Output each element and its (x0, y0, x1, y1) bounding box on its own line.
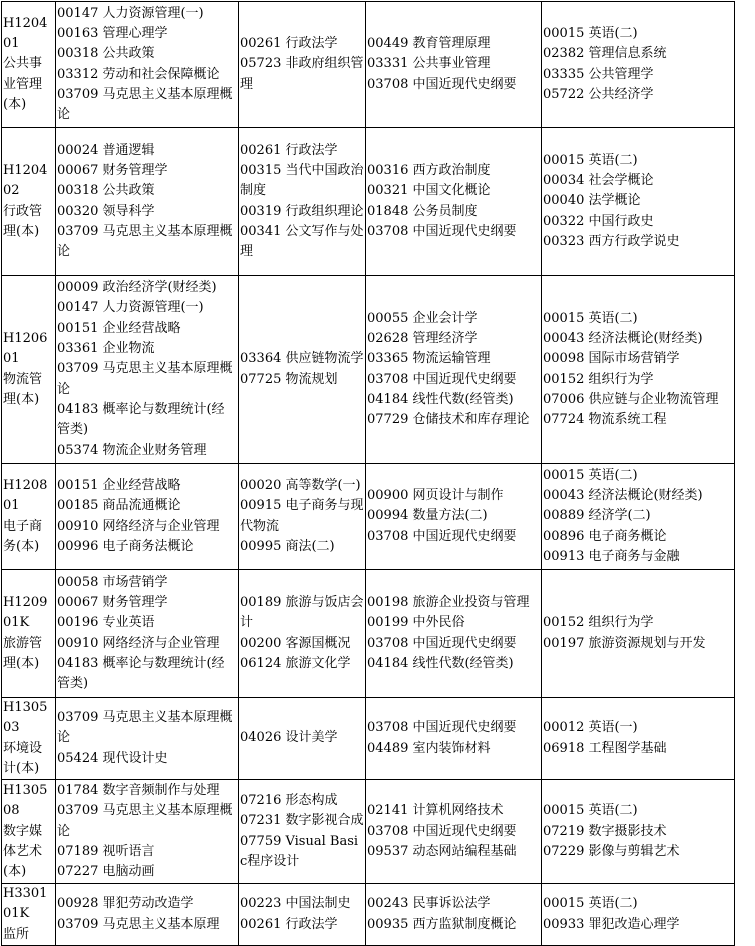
course-entry: 00024 普通逻辑 (57, 142, 155, 158)
course-entry: 03709 马克思主义基本原理概论 (57, 86, 233, 123)
course-entry: 00322 中国行政史 (543, 213, 654, 229)
course-entry: 00995 商法(二) (240, 538, 335, 554)
major-name: 旅游管理(本) (3, 635, 43, 671)
course-cell-4 (542, 464, 735, 570)
course-cell-4 (542, 780, 735, 884)
course-entry: 00261 行政法学 (240, 36, 338, 52)
course-entry: 05722 公共经济学 (543, 86, 654, 102)
course-entry: 00015 英语(二) (543, 310, 638, 326)
course-cell-1 (56, 884, 239, 946)
course-entry: 00320 领导科学 (57, 203, 155, 219)
major-code: H120901K (3, 594, 48, 631)
course-entry: 03361 企业物流 (57, 341, 155, 357)
course-cell-2 (239, 780, 366, 884)
course-entry: 05374 物流企业财务管理 (57, 442, 207, 458)
course-entry: 05424 现代设计史 (57, 750, 168, 766)
major-code: H130503 (3, 700, 48, 736)
major-cell (2, 2, 56, 128)
course-entry: 03331 公共事业管理 (367, 56, 491, 72)
table-row (2, 698, 735, 780)
course-entry: 04026 设计美学 (240, 730, 338, 746)
major-name: 物流管理(本) (3, 371, 43, 407)
course-entry: 00928 罪犯劳动改造学 (57, 896, 194, 912)
course-entry: 00067 财务管理学 (57, 594, 168, 610)
table-row (2, 884, 735, 946)
course-cell-3 (366, 2, 542, 128)
course-entry: 00067 财务管理学 (57, 162, 168, 178)
course-entry: 01784 数字音频制作与处理 (57, 782, 220, 798)
major-name: 监所 (3, 926, 30, 942)
course-entry: 00994 数量方法(二) (367, 508, 488, 524)
course-cell-3 (366, 570, 542, 698)
course-entry: 00261 行政法学 (240, 142, 338, 158)
course-entry: 00996 电子商务法概论 (57, 538, 194, 554)
course-entry: 03708 中国近现代史纲要 (367, 823, 517, 839)
course-cell-1 (56, 780, 239, 884)
course-entry: 03709 马克思主义基本原理概论 (57, 710, 233, 746)
major-code: H120402 (3, 162, 48, 199)
course-entry: 07231 数字影视合成 (240, 813, 364, 829)
course-cell-3 (366, 464, 542, 570)
course-entry: 00020 高等数学(一) (240, 477, 361, 493)
course-cell-3 (366, 780, 542, 884)
course-entry: 05723 非政府组织管理 (240, 56, 364, 92)
course-entry: 03335 公共管理学 (543, 66, 654, 82)
course-entry: 00449 教育管理原理 (367, 36, 491, 52)
course-entry: 00198 旅游企业投资与管理 (367, 594, 530, 610)
course-entry: 01848 公务员制度 (367, 203, 478, 219)
course-entry: 02628 管理经济学 (367, 330, 478, 346)
course-entry: 00015 英语(二) (543, 896, 638, 912)
course-entry: 00147 人力资源管理(一) (57, 300, 204, 316)
course-cell-4 (542, 570, 735, 698)
major-code: H330101K (3, 886, 48, 922)
course-entry: 00261 行政法学 (240, 916, 338, 932)
course-entry: 00055 企业会计学 (367, 310, 478, 326)
course-cell-4 (542, 276, 735, 464)
major-cell (2, 276, 56, 464)
course-cell-1 (56, 570, 239, 698)
course-entry: 07724 物流系统工程 (543, 412, 667, 428)
major-name: 环境设计(本) (3, 740, 43, 776)
major-name: 电子商务(本) (3, 518, 43, 554)
table-row (2, 276, 735, 464)
course-entry: 09537 动态网站编程基础 (367, 843, 517, 859)
major-cell (2, 698, 56, 780)
course-entry: 00009 政治经济学(财经类) (57, 280, 217, 296)
course-entry: 00040 法学概论 (543, 193, 641, 209)
course-entry: 00185 商品流通概论 (57, 498, 181, 514)
course-entry: 00315 当代中国政治制度 (240, 162, 364, 199)
course-entry: 00015 英语(二) (543, 803, 638, 819)
course-cell-3 (366, 128, 542, 276)
course-entry: 00318 公共政策 (57, 46, 155, 62)
course-table-body (2, 2, 735, 946)
course-entry: 00200 客源国概况 (240, 635, 351, 651)
table-row (2, 570, 735, 698)
course-entry: 00196 专业英语 (57, 615, 155, 631)
course-cell-2 (239, 884, 366, 946)
course-cell-2 (239, 698, 366, 780)
course-cell-2 (239, 2, 366, 128)
course-cell-3 (366, 276, 542, 464)
course-entry: 00915 电子商务与现代物流 (240, 498, 364, 534)
course-entry: 00889 经济学(二) (543, 508, 651, 524)
course-cell-1 (56, 276, 239, 464)
course-cell-1 (56, 698, 239, 780)
major-name: 公共事业管理(本) (3, 56, 43, 112)
course-entry: 02141 计算机网络技术 (367, 803, 504, 819)
course-entry: 07729 仓储技术和库存理论 (367, 412, 530, 428)
course-entry: 03708 中国近现代史纲要 (367, 635, 517, 651)
course-entry: 00043 经济法概论(财经类) (543, 488, 703, 504)
course-entry: 00935 西方监狱制度概论 (367, 916, 517, 932)
course-entry: 00058 市场营销学 (57, 574, 168, 590)
course-entry: 00015 英语(二) (543, 25, 638, 41)
course-entry: 07189 视听语言 (57, 843, 155, 859)
course-table (1, 1, 735, 946)
course-entry: 03708 中国近现代史纲要 (367, 720, 517, 736)
course-entry: 00933 罪犯改造心理学 (543, 916, 680, 932)
course-entry: 03709 马克思主义基本原理概论 (57, 223, 233, 260)
course-entry: 03709 马克思主义基本原理概论 (57, 361, 233, 397)
course-entry: 00163 管理心理学 (57, 25, 168, 41)
major-name: 数字媒体艺术(本) (3, 823, 43, 880)
course-entry: 00323 西方行政学说史 (543, 233, 680, 249)
table-row (2, 128, 735, 276)
table-row (2, 2, 735, 128)
course-entry: 00152 组织行为学 (543, 615, 654, 631)
course-entry: 04183 概率论与数理统计(经管类) (57, 655, 225, 692)
course-entry: 00147 人力资源管理(一) (57, 5, 204, 21)
course-entry: 07006 供应链与企业物流管理 (543, 391, 719, 407)
major-cell (2, 464, 56, 570)
course-entry: 02382 管理信息系统 (543, 46, 667, 62)
course-entry: 04183 概率论与数理统计(经管类) (57, 401, 225, 438)
course-entry: 07219 数字摄影技术 (543, 823, 667, 839)
table-row (2, 780, 735, 884)
course-cell-2 (239, 464, 366, 570)
course-entry: 03365 物流运输管理 (367, 351, 491, 367)
course-entry: 00199 中外民俗 (367, 615, 465, 631)
course-cell-4 (542, 884, 735, 946)
major-name: 行政管理(本) (3, 203, 43, 239)
course-entry: 00151 企业经营战略 (57, 320, 181, 336)
major-cell (2, 570, 56, 698)
course-entry: 07227 电脑动画 (57, 864, 155, 880)
major-code: H120601 (3, 330, 48, 367)
course-entry: 07725 物流规划 (240, 371, 338, 387)
course-entry: 00910 网络经济与企业管理 (57, 518, 220, 534)
course-entry: 07216 形态构成 (240, 793, 338, 809)
major-cell (2, 128, 56, 276)
course-entry: 00197 旅游资源规划与开发 (543, 635, 706, 651)
course-entry: 03709 马克思主义基本原理概论 (57, 803, 233, 839)
course-entry: 00151 企业经营战略 (57, 477, 181, 493)
course-cell-4 (542, 2, 735, 128)
course-entry: 00910 网络经济与企业管理 (57, 635, 220, 651)
course-entry: 03709 马克思主义基本原理 (57, 916, 220, 932)
course-cell-1 (56, 2, 239, 128)
course-entry: 03312 劳动和社会保障概论 (57, 66, 220, 82)
course-entry: 00341 公文写作与处理 (240, 223, 364, 260)
course-entry: 00321 中国文化概论 (367, 183, 491, 199)
course-entry: 00015 英语(二) (543, 467, 638, 483)
course-entry: 00900 网页设计与制作 (367, 488, 504, 504)
course-cell-3 (366, 698, 542, 780)
course-cell-2 (239, 570, 366, 698)
course-entry: 00189 旅游与饭店会计 (240, 594, 364, 631)
course-entry: 04184 线性代数(经管类) (367, 655, 514, 671)
course-entry: 04184 线性代数(经管类) (367, 391, 514, 407)
course-entry: 00318 公共政策 (57, 183, 155, 199)
course-cell-2 (239, 128, 366, 276)
course-entry: 00319 行政组织理论 (240, 203, 364, 219)
course-entry: 03708 中国近现代史纲要 (367, 371, 517, 387)
course-entry: 00043 经济法概论(财经类) (543, 330, 703, 346)
course-entry: 03708 中国近现代史纲要 (367, 223, 517, 239)
course-entry: 07229 影像与剪辑艺术 (543, 843, 680, 859)
course-cell-3 (366, 884, 542, 946)
course-entry: 00896 电子商务概论 (543, 528, 667, 544)
major-code: H120401 (3, 15, 48, 52)
course-entry: 07759 Visual Basic程序设计 (240, 833, 359, 869)
major-cell (2, 884, 56, 946)
course-cell-1 (56, 464, 239, 570)
course-entry: 06918 工程图学基础 (543, 740, 667, 756)
course-entry: 03364 供应链物流学 (240, 351, 364, 367)
course-entry: 00098 国际市场营销学 (543, 351, 680, 367)
course-entry: 00913 电子商务与金融 (543, 548, 680, 564)
major-code: H120801 (3, 477, 48, 514)
course-entry: 03708 中国近现代史纲要 (367, 76, 517, 92)
table-row (2, 464, 735, 570)
course-entry: 03708 中国近现代史纲要 (367, 528, 517, 544)
course-entry: 00152 组织行为学 (543, 371, 654, 387)
course-entry: 06124 旅游文化学 (240, 655, 351, 671)
course-cell-1 (56, 128, 239, 276)
course-entry: 00316 西方政治制度 (367, 162, 491, 178)
major-cell (2, 780, 56, 884)
course-cell-4 (542, 128, 735, 276)
course-cell-2 (239, 276, 366, 464)
course-entry: 00034 社会学概论 (543, 173, 654, 189)
course-entry: 00223 中国法制史 (240, 896, 351, 912)
major-code: H130508 (3, 782, 48, 819)
course-cell-4 (542, 698, 735, 780)
course-entry: 00012 英语(一) (543, 720, 638, 736)
course-entry: 00015 英语(二) (543, 152, 638, 168)
course-entry: 04489 室内装饰材料 (367, 740, 491, 756)
course-entry: 00243 民事诉讼法学 (367, 896, 491, 912)
